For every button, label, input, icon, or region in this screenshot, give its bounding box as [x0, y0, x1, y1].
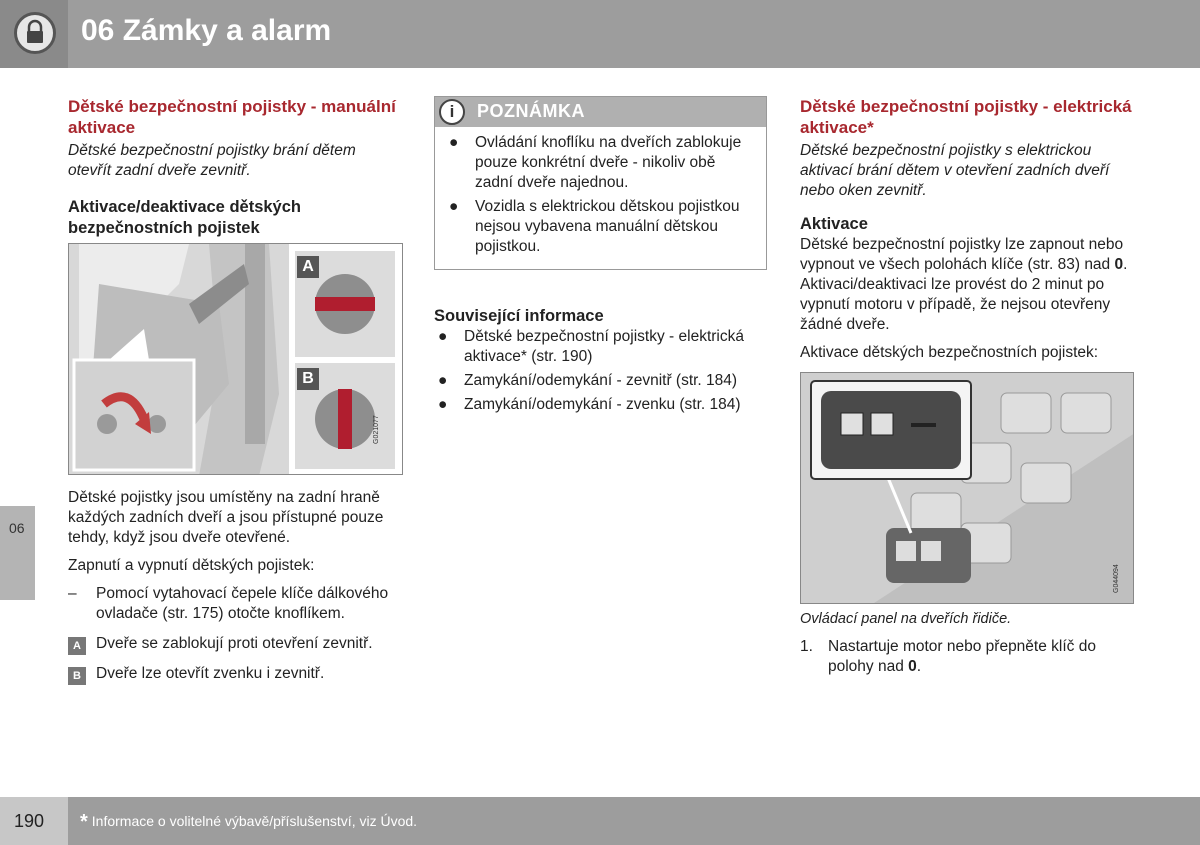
lock-icon	[14, 12, 56, 54]
figure-label-a: A	[297, 256, 319, 278]
paragraph-how-to: Aktivace dětských bezpečnostních pojistek:	[800, 344, 1099, 361]
paragraph-location: Dětské pojistky jsou umístěny na zadní hraně každých zadních dveří a jsou přístupné pouze tehdy, když jsou dveře otevřené.	[68, 489, 384, 546]
related-link[interactable]: ● Zamykání/odemykání - zvenku (str. 184)	[438, 396, 741, 413]
figure-code: G021077	[373, 415, 380, 444]
header-icon-box	[0, 0, 68, 68]
bullet-icon: ●	[449, 134, 459, 151]
note-box	[434, 96, 767, 270]
figure-code: G044094	[1113, 564, 1120, 593]
section-intro: Dětské bezpečnostní pojistky brání dětem otevřít zadní dveře zevnitř.	[68, 142, 356, 179]
chapter-title: 06 Zámky a alarm	[81, 14, 332, 47]
result-text-b: Dveře lze otevřít zvenku i zevnitř.	[96, 665, 325, 682]
driver-door-panel-illustration	[800, 372, 1134, 604]
door-lock-illustration	[68, 243, 403, 475]
instruction-text: Pomocí vytahovací čepele klíče dálkového ovladače (str. 175) otočte knoflíkem.	[96, 585, 389, 622]
page-number-box	[0, 797, 68, 845]
note-item: ● Vozidla s elektrickou dětskou pojistkou nejsou vybavena manuální dětskou pojistkou.	[449, 198, 740, 255]
paragraph-activation: Dětské bezpečnostní pojistky lze zapnout nebo vypnout ve všech polohách klíče (str. 83) nad 0. Aktivaci/deaktivaci lze provést do 2 minut po vypnutí motoru v případě, že nejsou otevřeny žádné dveře.	[800, 236, 1128, 333]
related-title: Související informace	[434, 307, 604, 325]
figure-label-b: B	[297, 368, 319, 390]
footnote-bar	[68, 797, 1200, 845]
note-header	[435, 97, 766, 127]
paragraph-toggle: Zapnutí a vypnutí dětských pojistek:	[68, 557, 315, 574]
related-link[interactable]: ● Zamykání/odemykání - zevnitř (str. 184)	[438, 372, 738, 389]
subsection-title: Aktivace	[800, 215, 868, 233]
figure-caption: Ovládací panel na dveřích řidiče.	[800, 611, 1012, 627]
footnote	[80, 811, 417, 834]
bullet-icon: ●	[449, 198, 459, 215]
instruction-item	[68, 584, 403, 624]
related-link[interactable]: ● Dětské bezpečnostní pojistky - elektrická aktivace* (str. 190)	[438, 328, 744, 365]
column-manual-activation	[68, 96, 403, 684]
side-tab-label: 06	[9, 520, 25, 536]
bullet-icon: ●	[438, 396, 448, 413]
subsection-title: Aktivace/deaktivace dětských bezpečnostních pojistek	[68, 198, 301, 237]
page-footer	[0, 797, 1200, 845]
page-header	[0, 0, 1200, 68]
note-body	[435, 127, 766, 269]
dash-marker: –	[68, 585, 77, 602]
result-item-b	[68, 664, 403, 684]
section-intro: Dětské bezpečnostní pojistky s elektrickou aktivací brání dětem v otevření zadních dveří nebo oken zevnitř.	[800, 142, 1110, 199]
footnote-star: *	[80, 811, 88, 833]
badge-b: B	[68, 667, 86, 685]
section-title: Dětské bezpečnostní pojistky - elektrická aktivace*	[800, 97, 1132, 137]
column-electric-activation	[800, 96, 1134, 677]
page-number: 190	[14, 811, 45, 831]
step-item: 1. Nastartuje motor nebo přepněte klíč do polohy nad 0.	[800, 638, 1096, 675]
chapter-side-tab	[0, 506, 35, 600]
note-item: ● Ovládání knoflíku na dveřích zablokuje pouze konkrétní dveře - nikoliv obě zadní dveře najednou.	[449, 134, 742, 191]
related-links	[434, 327, 767, 415]
column-note	[434, 96, 767, 419]
section-title: Dětské bezpečnostní pojistky - manuální aktivace	[68, 97, 396, 137]
bullet-icon: ●	[438, 328, 448, 345]
result-text-a: Dveře se zablokují proti otevření zevnitř.	[96, 635, 373, 652]
footnote-text: Informace o volitelné výbavě/příslušenství, viz Úvod.	[91, 813, 418, 829]
step-number: 1.	[800, 638, 813, 655]
info-icon: i	[439, 99, 465, 125]
bullet-icon: ●	[438, 372, 448, 389]
note-title: POZNÁMKA	[477, 101, 585, 121]
badge-a: A	[68, 637, 86, 655]
result-item-a	[68, 634, 403, 654]
